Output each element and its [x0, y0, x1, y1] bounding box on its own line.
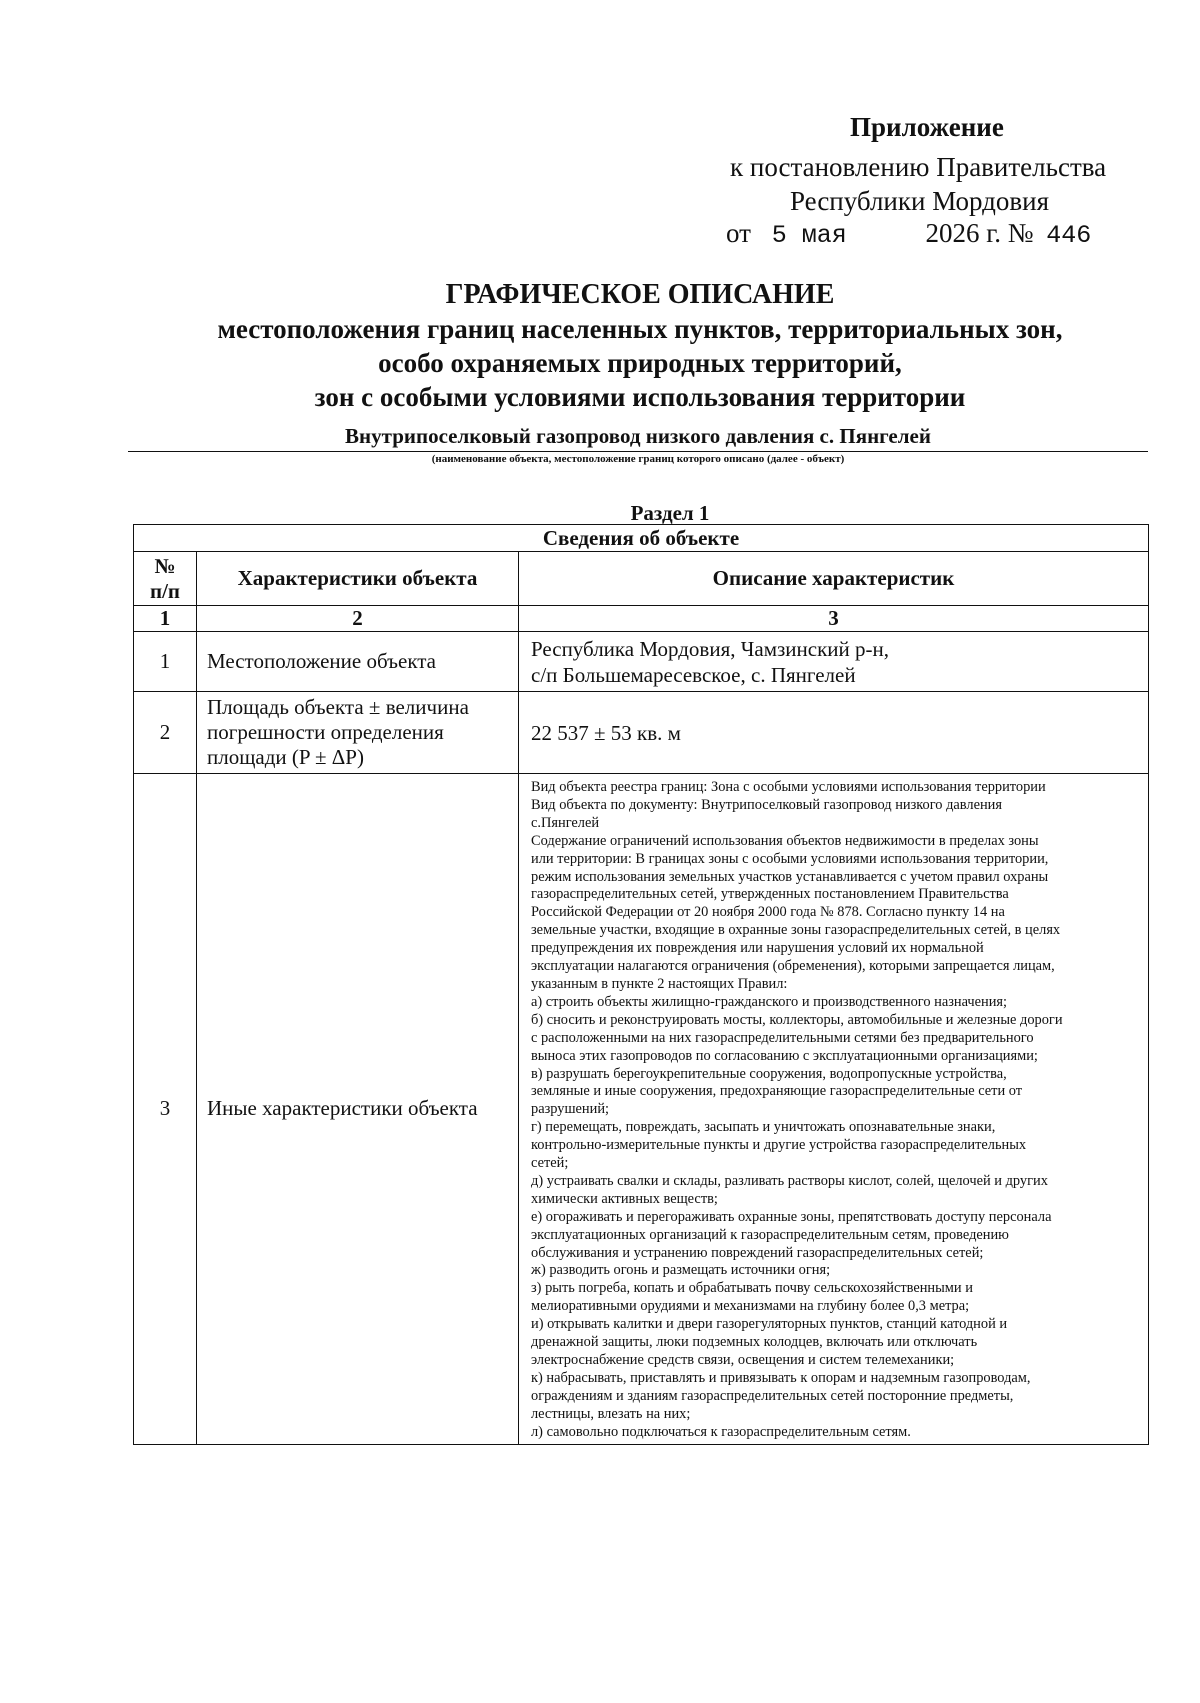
description-line: сетей;: [531, 1155, 569, 1172]
column-index-row: [134, 606, 1149, 632]
description-line: лестницы, влезать на них;: [531, 1405, 691, 1422]
appendix-line1: к постановлению Правительства: [730, 152, 1107, 182]
table-title: Сведения об объекте: [134, 525, 1149, 552]
description-line: Вид объекта реестра границ: Зона с особыми условиями использования территории: [531, 779, 1046, 795]
table-row: [134, 774, 1149, 1445]
table-row: [134, 692, 1149, 774]
description-line: а) строить объекты жилищно-гражданского и производственного назначения;: [531, 993, 1008, 1010]
col-index-1: 1: [134, 606, 197, 632]
heading-line3: особо охраняемых природных территорий,: [378, 348, 902, 378]
col-index-3: 3: [519, 606, 1149, 632]
row-label-line: площади (P ± ΔP): [207, 745, 364, 769]
row-label: Местоположение объекта: [197, 632, 519, 692]
description-line: Российской Федерации от 20 ноября 2000 года № 878. Согласно пункту 14 на: [531, 904, 1005, 921]
appendix-title: Приложение: [850, 112, 1004, 142]
description-line: д) устраивать свалки и склады, разливать растворы кислот, солей, щелочей и других: [531, 1172, 1048, 1189]
col-header-characteristic: Характеристики объекта: [197, 552, 519, 606]
col-header-num-line2: п/п: [149, 578, 181, 603]
appendix-date-line: [726, 218, 1091, 250]
description-line: эксплуатации налагаются ограничения (обременения), которыми запрещается лицам,: [531, 958, 1055, 975]
description-line: земляные и иные сооружения, предохраняющие газораспределительные сети от: [531, 1083, 1023, 1100]
description-line: к) набрасывать, приставлять и привязывать к опорам и надземным газопроводам,: [531, 1369, 1031, 1386]
description-line: л) самовольно подключаться к газораспределительным сетям.: [531, 1423, 911, 1440]
row-number: 2: [134, 692, 197, 774]
row-label: Иные характеристики объекта: [197, 774, 519, 1445]
col-header-description: Описание характеристик: [519, 552, 1149, 606]
table-row: [134, 632, 1149, 692]
description-line: в) разрушать берегоукрепительные сооружения, водопропускные устройства,: [531, 1065, 1007, 1082]
description-line: химически активных веществ;: [531, 1190, 718, 1207]
row-number: 3: [134, 774, 197, 1445]
description-text: [531, 779, 1144, 1442]
description-line: предупреждения их повреждения или нарушения условий их нормальной: [531, 940, 984, 957]
description-line: контрольно-измерительные пункты и другие устройства газораспределительных: [531, 1137, 1027, 1154]
description-line: выноса этих газопроводов по согласованию с эксплуатационными организациями;: [531, 1047, 1038, 1064]
object-name-underline: [128, 451, 1148, 452]
row-number: 1: [134, 632, 197, 692]
appendix-line2: Республики Мордовия: [790, 186, 1050, 216]
row-value: 22 537 ± 53 кв. м: [519, 692, 1149, 774]
description-line: ограждениям и зданиям газораспределительных сетей посторонние предметы,: [531, 1387, 1014, 1404]
object-name: Внутрипоселковый газопровод низкого давления с. Пянгелей: [345, 424, 931, 448]
description-line: режим использования земельных участков устанавливается с учетом правил охраны: [531, 868, 1049, 885]
description-line: с.Пянгелей: [531, 814, 600, 831]
appendix-year: 2026 г. №: [925, 218, 1034, 248]
row-label-line: погрешности определения: [207, 720, 444, 744]
description-line: г) перемещать, повреждать, засыпать и уничтожать опознавательные знаки,: [531, 1119, 996, 1136]
page-title: ГРАФИЧЕСКОЕ ОПИСАНИЕ: [445, 279, 835, 310]
description-line: ж) разводить огонь и размещать источники огня;: [531, 1262, 831, 1279]
description-line: Вид объекта по документу: Внутрипоселковый газопровод низкого давления: [531, 796, 1002, 813]
description-line: з) рыть погреба, копать и обрабатывать почву сельскохозяйственными и: [531, 1280, 973, 1297]
table-header-row: [134, 552, 1149, 606]
description-line: дренажной защиты, люки подземных колодцев, включать или отключать: [531, 1334, 978, 1351]
description-line: земельные участки, входящие в охранные зоны газораспределительных сетей, в целях: [531, 922, 1061, 939]
row-label: [197, 692, 519, 774]
object-name-block: [128, 424, 1148, 465]
description-line: б) сносить и реконструировать мосты, коллекторы, автомобильные и железные дороги: [531, 1011, 1063, 1028]
description-line: обслуживания и устранению повреждений газораспределительных сетей;: [531, 1244, 984, 1261]
description-line: Содержание ограничений использования объектов недвижимости в пределах зоны: [531, 832, 1039, 849]
appendix-from: от: [726, 218, 751, 248]
row-value-line: с/п Большемаресевское, с. Пянгелей: [531, 662, 856, 687]
col-index-2: 2: [197, 606, 519, 632]
description-line: газораспределительных сетей, утвержденных постановлением Правительства: [531, 886, 1009, 903]
row-value: [519, 632, 1149, 692]
description-line: разрушений;: [531, 1101, 610, 1118]
heading-line4: зон с особыми условиями использования территории: [314, 382, 966, 412]
col-header-num-line1: №: [154, 553, 176, 578]
heading-line2: местоположения границ населенных пунктов, территориальных зон,: [217, 314, 1063, 344]
description-line: и) открывать калитки и двери газорегуляторных пунктов, станций катодной и: [531, 1316, 1008, 1333]
appendix-date: 5 мая: [771, 221, 847, 250]
col-header-num: [134, 552, 197, 606]
appendix-number: 446: [1046, 221, 1092, 250]
description-line: эксплуатационных организаций к газораспределительным сетям, проведению: [531, 1226, 1009, 1243]
description-line: е) огораживать и перегораживать охранные зоны, препятствовать доступу персонала: [531, 1208, 1052, 1225]
object-info-table: [133, 524, 1149, 1445]
section-label: Раздел 1: [630, 501, 710, 525]
object-name-caption: (наименование объекта, местоположение границ которого описано (далее - объект): [431, 453, 845, 465]
row-description: [519, 774, 1149, 1445]
description-line: электроснабжение средств связи, освещения и систем телемеханики;: [531, 1352, 955, 1368]
row-label-line: Площадь объекта ± величина: [207, 695, 469, 719]
description-line: мелиоративными орудиями и механизмами на глубину более 0,3 метра;: [531, 1298, 970, 1315]
row-value-line: Республика Мордовия, Чамзинский р-н,: [531, 636, 889, 661]
document-heading: [0, 278, 1200, 414]
description-line: указанным в пункте 2 настоящих Правил:: [531, 975, 788, 992]
description-line: или территории: В границах зоны с особыми условиями использования территории,: [531, 850, 1049, 867]
description-line: с расположенными на них газораспределительными сетями без предварительного: [531, 1029, 1034, 1046]
